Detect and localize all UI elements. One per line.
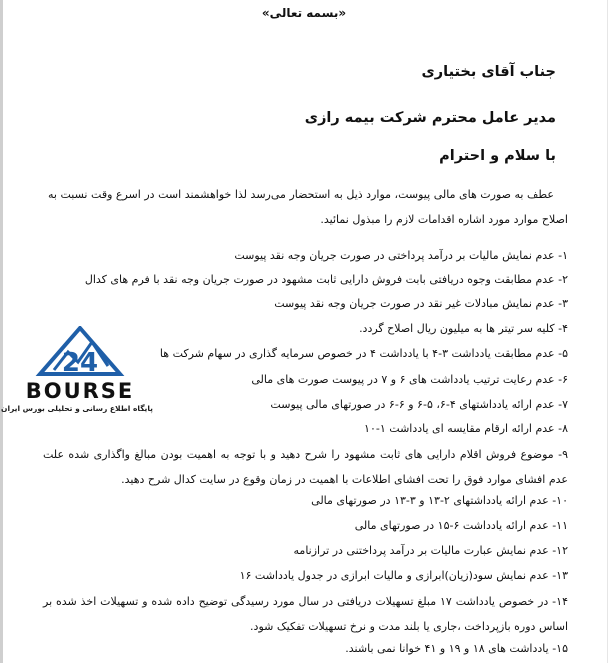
- bourse24-emblem: [8, 326, 153, 406]
- list-item-12: ۱۲- عدم نمایش عبارت مالیات بر درآمد پرداختنی در ترازنامه: [293, 544, 568, 557]
- bourse24-caption: پایگاه اطلاع رسانی و تحلیلی بورس ایران: [1, 404, 153, 413]
- list-item-9: ۹- موضوع فروش اقلام دارایی های ثابت مشهود را شرح دهید و با توجه به اهمیت بودن مبالغ واگذاری شده علت عدم افشای موارد فوق را تحت افشای اطلاعات با اهمیت در زمان وقوع در سایت کدال شرح دهید.: [43, 448, 568, 486]
- list-item-10: ۱۰- عدم ارائه یادداشتهای ۲-۱۳ و ۳-۱۳ در صورتهای مالی: [311, 494, 568, 507]
- list-item-6: ۶- عدم رعایت ترتیب یادداشت های ۶ و ۷ در پیوست صورت های مالی: [251, 373, 568, 386]
- page-left-border: [0, 0, 3, 663]
- recipient-name: جناب آقای بختیاری: [421, 64, 556, 80]
- intro-paragraph: [48, 182, 568, 232]
- bourse24-number: 24: [61, 348, 99, 378]
- recipient-title: مدیر عامل محترم شرکت بیمه رازی: [304, 110, 556, 126]
- basmala-heading: «بسمه تعالی»: [261, 6, 347, 20]
- list-item-5: ۵- عدم مطابقت یادداشت ۳-۴ با یادداشت ۴ در خصوص سرمایه گذاری در سهام شرکت ها: [159, 347, 568, 360]
- intro-text: عطف به صورت های مالی پیوست، موارد ذیل به استحضار می‌رسد لذا خواهشمند است در اسرع وقت نسبت به اصلاح موارد مورد اشاره اقدامات لازم را مبذول نمائید.: [48, 188, 568, 226]
- list-item-11: ۱۱- عدم ارائه یادداشت ۶-۱۵ در صورتهای مالی: [354, 519, 568, 532]
- greeting: با سلام و احترام: [439, 148, 556, 164]
- bourse24-brand: BOURSE: [25, 379, 135, 403]
- list-item-2: ۲- عدم مطابقت وجوه دریافتی بابت فروش دارایی ثابت مشهود در صورت جریان وجه نقد با فرم های کدال: [84, 273, 568, 286]
- list-item-8: ۸- عدم ارائه ارقام مقایسه ای یادداشت ۱-۱۰: [364, 422, 568, 435]
- list-item-14: ۱۴- در خصوص یادداشت ۱۷ مبلغ تسهیلات دریافتی در سال مورد رسیدگی توضیح داده شده و تسهیلات اخذ شده بر اساس دوره بازپرداخت ،جاری یا بلند مدت و نرخ تسهیلات تفکیک شود.: [43, 595, 568, 633]
- bourse24-watermark-logo: [1, 326, 153, 418]
- list-item-13: ۱۳- عدم نمایش سود(زیان)ابرازی و مالیات ابرازی در جدول یادداشت ۱۶: [239, 569, 568, 582]
- list-item-15: ۱۵- یادداشت های ۱۸ و ۱۹ و ۴۱ خوانا نمی باشند.: [345, 642, 568, 655]
- list-item-3: ۳- عدم نمایش مبادلات غیر نقد در صورت جریان وجه نقد پیوست: [274, 297, 568, 310]
- list-item-7: ۷- عدم ارائه یادداشتهای ۴-۶، ۵-۶ و ۶-۶ در صورتهای مالی پیوست: [270, 398, 568, 411]
- list-item-4: ۴- کلیه سر تیتر ها به میلیون ریال اصلاح گردد.: [359, 322, 568, 335]
- list-item-1: ۱- عدم نمایش مالیات بر درآمد پرداختی در صورت جریان وجه نقد پیوست: [234, 249, 568, 262]
